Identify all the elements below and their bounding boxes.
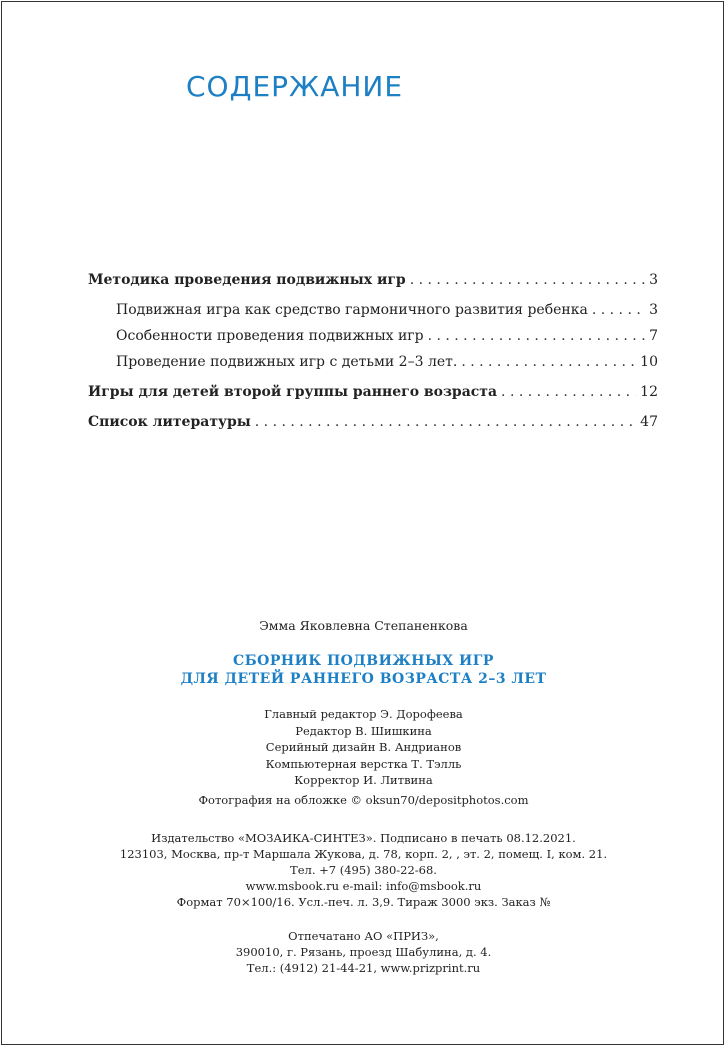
toc-entry-label: Особенности проведения подвижных игр (116, 328, 424, 344)
toc-entry-label: Подвижная игра как средство гармоничного развития ребенка (116, 302, 588, 318)
credit-line: Редактор В. Шишкина (295, 723, 432, 738)
toc-leader (410, 270, 645, 290)
toc-entry-label: Методика проведения подвижных игр (88, 272, 406, 288)
printer-info (0, 928, 727, 976)
toc-leader (461, 352, 636, 372)
publisher-line: www.msbook.ru e-mail: info@msbook.ru (245, 878, 482, 893)
publisher-line: Издательство «МОЗАИКА-СИНТЕЗ». Подписано в печать 08.12.2021. (151, 830, 576, 845)
toc-entry-page: 7 (649, 328, 658, 344)
book-title-line: ДЛЯ ДЕТЕЙ РАННЕГО ВОЗРАСТА 2–3 ЛЕТ (180, 671, 547, 687)
credits (0, 706, 727, 789)
credit-line: Главный редактор Э. Дорофеева (264, 707, 463, 721)
toc-entry[interactable] (88, 270, 658, 290)
toc-entry-label: Список литературы (88, 414, 251, 430)
author-name: Эмма Яковлевна Степаненкова (259, 618, 468, 633)
toc-leader (255, 412, 636, 432)
imprint (0, 618, 727, 976)
toc-entry-label: Проведение подвижных игр с детьми 2–3 лет. (116, 354, 458, 370)
toc-entry-page: 3 (649, 272, 658, 288)
toc-entry[interactable] (88, 412, 658, 432)
publisher-line: Тел. +7 (495) 380-22-68. (290, 862, 437, 877)
photo-credit: Фотография на обложке © oksun70/depositphotos.com (198, 792, 529, 807)
toc-entry-label: Игры для детей второй группы раннего возраста (88, 384, 498, 400)
toc-entry[interactable] (88, 382, 658, 402)
book-title (0, 652, 727, 688)
credit-line: Компьютерная верстка Т. Тэлль (265, 756, 462, 771)
publisher-info (0, 830, 727, 910)
toc-entry[interactable] (88, 300, 658, 320)
toc-leader (592, 300, 645, 320)
toc-entry[interactable] (88, 326, 658, 346)
publisher-line: 123103, Москва, пр-т Маршала Жукова, д. 78, корп. 2, , эт. 2, помещ. I, ком. 21. (119, 846, 608, 861)
printer-line: Отпечатано АО «ПРИЗ», (288, 928, 439, 943)
toc-entry[interactable] (88, 352, 658, 372)
printer-line: Тел.: (4912) 21-44-21, www.prizprint.ru (246, 960, 481, 975)
toc-title: СОДЕРЖАНИЕ (186, 70, 404, 103)
toc-entry-page: 10 (640, 354, 658, 370)
toc-leader (428, 326, 646, 346)
credit-line: Корректор И. Литвина (294, 773, 433, 787)
toc-entry-page: 3 (649, 302, 658, 318)
publisher-line: Формат 70×100/16. Усл.-печ. л. 3,9. Тираж 3000 экз. Заказ № (176, 894, 551, 909)
credit-line: Серийный дизайн В. Андрианов (265, 740, 462, 754)
toc-leader (501, 382, 636, 402)
printer-line: 390010, г. Рязань, проезд Шабулина, д. 4. (235, 944, 492, 959)
toc-entry-page: 47 (640, 414, 658, 430)
toc-entry-page: 12 (640, 384, 658, 400)
book-title-line: СБОРНИК ПОДВИЖНЫХ ИГР (233, 653, 494, 669)
